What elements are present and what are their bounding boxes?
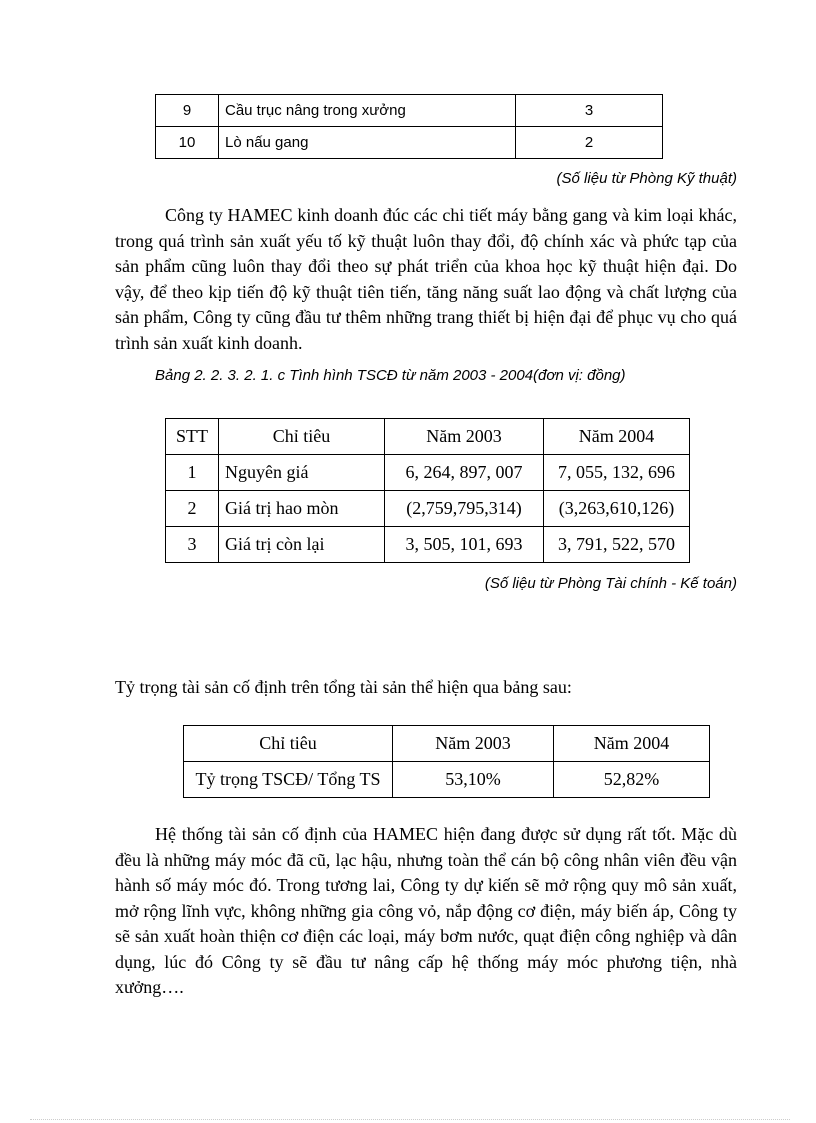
table-row xyxy=(184,762,710,798)
equipment-quantity: 2 xyxy=(516,127,663,159)
equipment-name: Cầu trục nâng trong xưởng xyxy=(219,95,516,127)
value-2004-cell: 3, 791, 522, 570 xyxy=(544,527,690,563)
stt-cell: 2 xyxy=(166,491,219,527)
column-header: STT xyxy=(166,419,219,455)
value-2003-cell: 6, 264, 897, 007 xyxy=(385,455,544,491)
column-header: Năm 2003 xyxy=(393,726,554,762)
item-cell: Nguyên giá xyxy=(219,455,385,491)
row-number: 10 xyxy=(156,127,219,159)
value-2003-cell: 53,10% xyxy=(393,762,554,798)
body-paragraph-2 xyxy=(115,822,737,1001)
item-cell: Giá trị còn lại xyxy=(219,527,385,563)
column-header: Chỉ tiêu xyxy=(184,726,393,762)
fixed-assets-table xyxy=(165,418,690,563)
source-note-technical: (Số liệu từ Phòng Kỹ thuật) xyxy=(556,170,737,187)
paragraph-text: Công ty HAMEC kinh doanh đúc các chi tiết máy bằng gang và kim loại khác, trong quá trình sản xuất yếu tố kỹ thuật luôn thay đổi, độ chính xác và phức tạp của sản phẩm cũng luôn thay đổi theo sự phát triển của khoa học kỹ thuật hiện đại. Do vậy, để theo kịp tiến độ kỹ thuật tiên tiến, tăng năng suất lao động và chất lượng của sản phẩm, Công ty cũng đầu tư thêm những trang thiết bị hiện đại để phục vụ cho quá trình sản xuất kinh doanh. xyxy=(115,205,737,353)
equipment-table xyxy=(155,94,663,159)
row-number: 9 xyxy=(156,95,219,127)
stt-cell: 3 xyxy=(166,527,219,563)
column-header: Chỉ tiêu xyxy=(219,419,385,455)
value-2004-cell: 7, 055, 132, 696 xyxy=(544,455,690,491)
paragraph-text: Hệ thống tài sản cố định của HAMEC hiện đang được sử dụng rất tốt. Mặc dù đều là những máy móc đã cũ, lạc hậu, nhưng toàn thể cán bộ công nhân viên đều vận hành số máy móc đó. Trong tương lai, Công ty dự kiến sẽ mở rộng quy mô sản xuất, mở rộng lĩnh vực, không những gia công vỏ, nắp động cơ điện, máy biến áp, Công ty sẽ sản xuất hoàn thiện cơ điện các loại, máy bơm nước, quạt điện công nghiệp và dân dụng, lúc đó Công ty sẽ đầu tư nâng cấp hệ thống máy móc phương tiện, nhà xưởng…. xyxy=(115,824,737,997)
table-header-row xyxy=(166,419,690,455)
table-row xyxy=(166,527,690,563)
source-note-finance: (Số liệu từ Phòng Tài chính - Kế toán) xyxy=(484,575,737,592)
value-2003-cell: 3, 505, 101, 693 xyxy=(385,527,544,563)
stt-cell: 1 xyxy=(166,455,219,491)
table-row xyxy=(166,455,690,491)
equipment-name: Lò nấu gang xyxy=(219,127,516,159)
value-2004-cell: 52,82% xyxy=(554,762,710,798)
table-header-row xyxy=(184,726,710,762)
column-header: Năm 2004 xyxy=(554,726,710,762)
page-bottom-divider xyxy=(30,1119,790,1120)
column-header: Năm 2003 xyxy=(385,419,544,455)
item-cell: Tỷ trọng TSCĐ/ Tổng TS xyxy=(184,762,393,798)
column-header: Năm 2004 xyxy=(544,419,690,455)
intro-line xyxy=(115,675,737,701)
equipment-quantity: 3 xyxy=(516,95,663,127)
value-2003-cell: (2,759,795,314) xyxy=(385,491,544,527)
table-row xyxy=(166,491,690,527)
table-caption: Bảng 2. 2. 3. 2. 1. c Tình hình TSCĐ từ năm 2003 - 2004(đơn vị: đồng) xyxy=(155,367,626,384)
item-cell: Giá trị hao mòn xyxy=(219,491,385,527)
table-row xyxy=(156,127,663,159)
ratio-table xyxy=(183,725,710,798)
intro-text: Tỷ trọng tài sản cố định trên tổng tài sản thể hiện qua bảng sau: xyxy=(115,677,572,697)
table-row xyxy=(156,95,663,127)
body-paragraph-1 xyxy=(115,203,737,356)
value-2004-cell: (3,263,610,126) xyxy=(544,491,690,527)
